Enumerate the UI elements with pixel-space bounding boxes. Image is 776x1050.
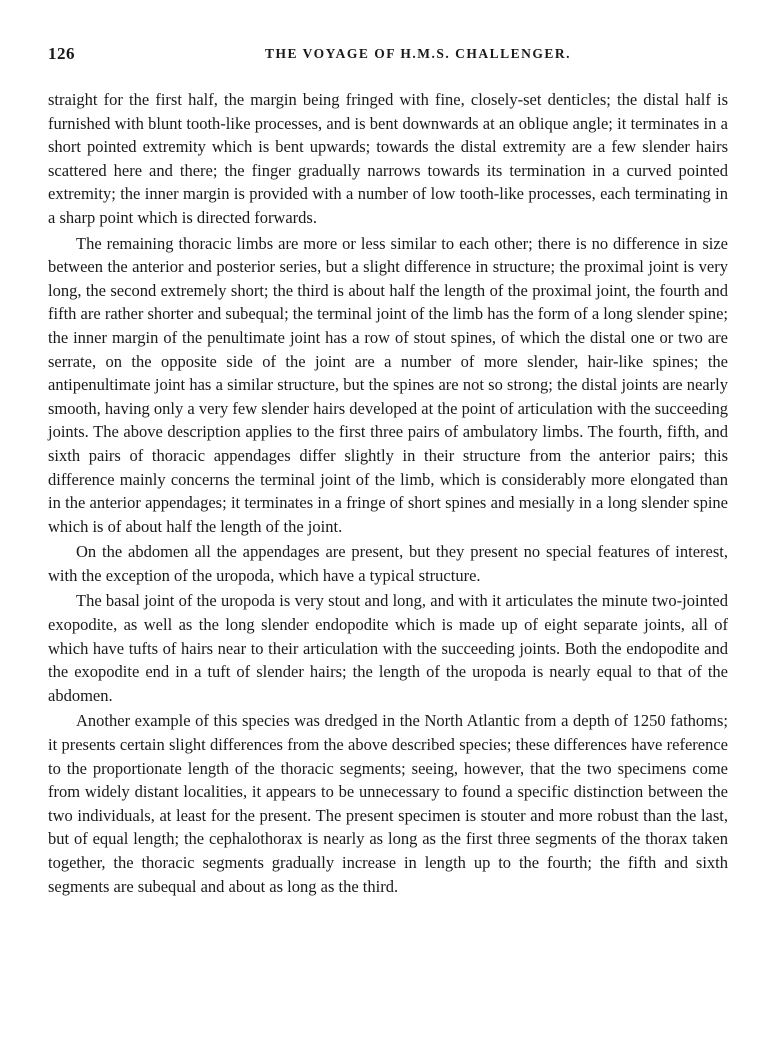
paragraph: The remaining thoracic limbs are more or less similar to each other; there is no difference in size between the anterior and posterior series, but a slight difference in structure; the proximal joint is very long, the second extremely short; the third is about half the length of the proximal joint, the fourth and fifth are rather shorter and subequal; the terminal joint of the limb has the form of a long slender spine; the inner margin of the penultimate joint has a row of stout spines, of which the distal one or two are serrate, on the opposite side of the joint are a number of more slender, hair-like spines; the antipenultimate joint has a similar structure, but the spines are not so strong; the distal joints are nearly smooth, having only a very few slender hairs developed at the point of articulation with the succeeding joints. The above description applies to the first three pairs of ambulatory limbs. The fourth, fifth, and sixth pairs of thoracic appendages differ slightly in their structure from the anterior pairs; this difference mainly concerns the terminal joint of the limb, which is considerably more elongated than in the anterior appendages; it terminates in a fringe of short spines and mesially in a long slender spine which is of about half the length of the joint. bbox=[48, 233, 728, 536]
paragraph: straight for the first half, the margin being fringed with fine, closely-set denticles; the distal half is furnished with blunt tooth-like processes, and is bent downwards at an oblique angle; it terminates in a short pointed extremity which is bent upwards; towards the distal extremity are a few slender hairs scattered here and there; the finger gradually narrows towards its termination in a curved pointed extremity; the inner margin is provided with a number of low tooth-like processes, each terminating in a sharp point which is directed forwards. bbox=[48, 90, 728, 227]
paragraph: On the abdomen all the appendages are present, but they present no special features of interest, with the exception of the uropoda, which have a typical structure. bbox=[48, 542, 728, 585]
running-head: THE VOYAGE OF H.M.S. CHALLENGER. bbox=[264, 46, 572, 61]
body-text bbox=[48, 88, 728, 900]
page-header bbox=[48, 44, 728, 68]
page-number: 126 bbox=[48, 44, 75, 63]
paragraph: The basal joint of the uropoda is very stout and long, and with it articulates the minute two-jointed exopodite, as well as the long slender endopodite which is made up of eight separate joints, all of which have tufts of hairs near to their articulation with the succeeding joints. Both the endopodite and the exopodite end in a tuft of slender hairs; the length of the uropoda is nearly equal to that of the abdomen. bbox=[48, 591, 728, 705]
paragraph: Another example of this species was dredged in the North Atlantic from a depth of 1250 fathoms; it presents certain slight differences from the above described species; these differences have reference to the proportionate length of the thoracic segments; seeing, however, that the two specimens come from widely distant localities, it appears to be unnecessary to found a specific distinction between the two individuals, at least for the present. The present specimen is stouter and more robust than the last, but of equal length; the cephalothorax is nearly as long as the first three segments of the thorax taken together, the thoracic segments gradually increase in length up to the fourth; the fifth and sixth segments are subequal and about as long as the third. bbox=[48, 711, 728, 896]
